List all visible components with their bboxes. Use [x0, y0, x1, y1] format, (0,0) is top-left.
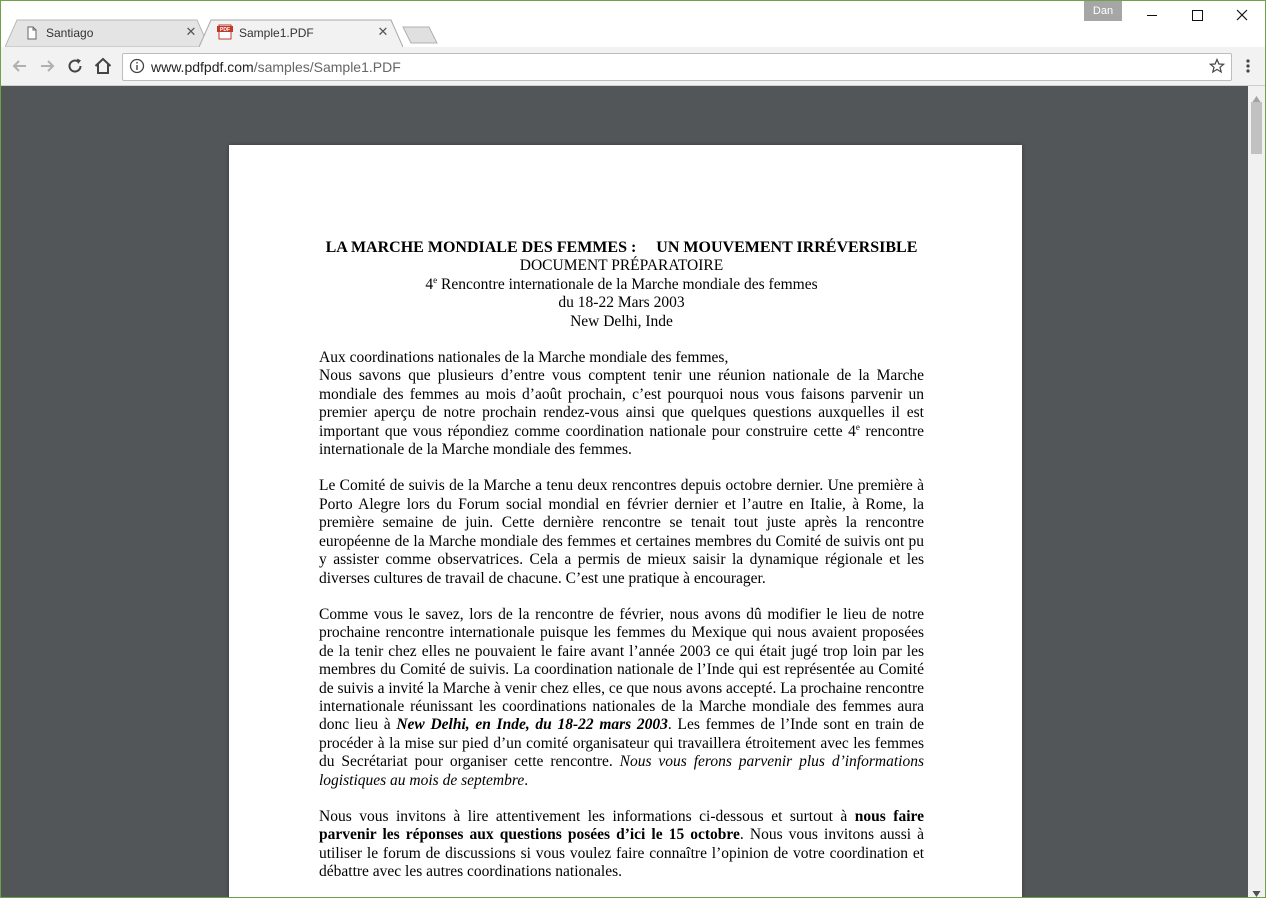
- pdf-icon: [217, 24, 231, 38]
- paragraph-3-a: Comme vous le savez, lors de la rencontre de février, nous avons dû modifier le lieu de notre prochaine rencontre internationale puisque les femmes du Mexique qui nous avaient proposées de la tenir chez elles ne pouvaient le faire avant l’année 2003 ce qui était jugé trop loin par les membres du Comité de suivis. La coordination nationale de l’Inde qui est représentée au Comité de suivis a invité la Marche à venir chez elles, ce que nous avons accepté. La prochaine rencontre internationale réunissant les coordinations nationales de la Marche mondiale des femmes aura donc lieu à: [319, 605, 924, 734]
- url-text: [151, 59, 401, 75]
- address-bar[interactable]: [122, 53, 1232, 81]
- pdf-page: [229, 145, 1022, 897]
- paragraph-4-b: . Nous vous invitons aussi à utiliser le forum de discussions si vous voulez faire connaître l’opinion de votre coordination et débattre avec les autres coordinations nationales.: [319, 826, 924, 881]
- paragraph-3-italic: Nous vous ferons parvenir plus d’informations logistiques au mois de septembre: [319, 753, 924, 789]
- paragraph-3: [319, 606, 924, 790]
- meeting-number: 4: [425, 275, 434, 293]
- paragraph-1: [319, 367, 924, 459]
- greeting: Aux coordinations nationales de la Marche mondiale des femmes,: [319, 349, 729, 367]
- meeting-place: New Delhi, Inde: [570, 312, 673, 330]
- url-path: /samples/Sample1.PDF: [253, 59, 401, 75]
- close-tab-icon[interactable]: ✕: [377, 24, 389, 39]
- document-subtitle: DOCUMENT PRÉPARATOIRE: [519, 257, 724, 275]
- new-tab-button[interactable]: [402, 19, 438, 47]
- paragraph-3-c: .: [524, 771, 529, 789]
- meeting-text: Rencontre internationale de la Marche mondiale des femmes: [437, 275, 818, 293]
- close-tab-icon[interactable]: ✕: [185, 24, 197, 39]
- menu-icon[interactable]: [1239, 57, 1257, 75]
- toolbar: [1, 47, 1265, 86]
- tab-santiago[interactable]: [5, 19, 209, 47]
- paragraph-3-b: . Les femmes de l’Inde sont en train de procéder à la mise sur pied d’un comité organisateur qui travaillera étroitement avec les femmes du Secrétariat pour organiser cette rencontre.: [319, 716, 924, 771]
- scroll-down-icon[interactable]: [1252, 885, 1261, 893]
- paragraph-3-emphasis: New Delhi, en Inde, du 18-22 mars 2003: [396, 716, 668, 734]
- document-body: [319, 239, 924, 882]
- tab-title: Santiago: [46, 26, 94, 40]
- paragraph-4-a: Nous vous invitons à lire attentivement les informations ci-dessous et surtout à: [319, 807, 855, 825]
- pdf-viewer: [1, 86, 1248, 897]
- scroll-up-icon[interactable]: [1252, 90, 1261, 98]
- reload-icon[interactable]: [64, 55, 86, 77]
- paragraph-1-body: Nous savons que plusieurs d’entre vous comptent tenir une réunion nationale de la Marche mondiale des femmes au mois d’août prochain, c’est pourquoi nous vous faisons parvenir un premier aperçu de notre prochain rendez-vous ainsi que quelques questions auxquelles il est important que vous répondiez comme coordination nationale pour construire cette 4: [319, 367, 924, 440]
- info-icon[interactable]: [129, 58, 145, 74]
- paragraph-1-sup: e: [855, 421, 860, 432]
- meeting-superscript: e: [433, 274, 438, 285]
- bookmark-star-icon[interactable]: [1209, 58, 1225, 74]
- document-icon: [25, 26, 39, 40]
- minimize-button[interactable]: [1129, 1, 1175, 31]
- meeting-dates: du 18-22 Mars 2003: [558, 294, 685, 312]
- paragraph-4-bold: nous faire parvenir les réponses aux questions posées d’ici le 15 octobre: [319, 807, 924, 844]
- paragraph-4: [319, 808, 924, 882]
- scrollbar-thumb[interactable]: [1251, 102, 1262, 154]
- home-icon[interactable]: [92, 55, 114, 77]
- url-host: www.pdfpdf.com: [151, 59, 254, 75]
- maximize-button[interactable]: [1174, 1, 1220, 31]
- paragraph-2: Le Comité de suivis de la Marche a tenu deux rencontres depuis octobre dernier. Une première à Porto Alegre lors du Forum social mondial en février dernier et l’autre en Italie, à Rome, la première semaine de juin. Cette dernière rencontre se tenait tout juste après la rencontre européenne de la Marche mondiale des femmes et certaines membres du Comité de suivis ont pu y assister comme observatrices. Cela a permis de mieux saisir la dynamique régionale et les diverses cultures de travail de chacune. C’est une pratique à encourager.: [319, 477, 924, 587]
- svg-text:PDF: PDF: [220, 27, 230, 33]
- tab-title: Sample1.PDF: [239, 26, 314, 40]
- tab-sample1-pdf[interactable]: [199, 19, 403, 47]
- title-right: UN MOUVEMENT IRRÉVERSIBLE: [656, 239, 918, 256]
- back-icon[interactable]: [9, 55, 31, 77]
- profile-badge[interactable]: Dan: [1084, 1, 1122, 21]
- close-window-button[interactable]: [1219, 1, 1265, 31]
- paragraph-1-end: rencontre internationale de la Marche mondiale des femmes.: [319, 422, 924, 459]
- forward-icon[interactable]: [36, 55, 58, 77]
- title-left: LA MARCHE MONDIALE DES FEMMES :: [325, 239, 637, 256]
- vertical-scrollbar[interactable]: [1248, 86, 1265, 897]
- document-title: [319, 239, 924, 257]
- tab-strip: [1, 1, 1265, 47]
- meeting-line: [319, 276, 924, 294]
